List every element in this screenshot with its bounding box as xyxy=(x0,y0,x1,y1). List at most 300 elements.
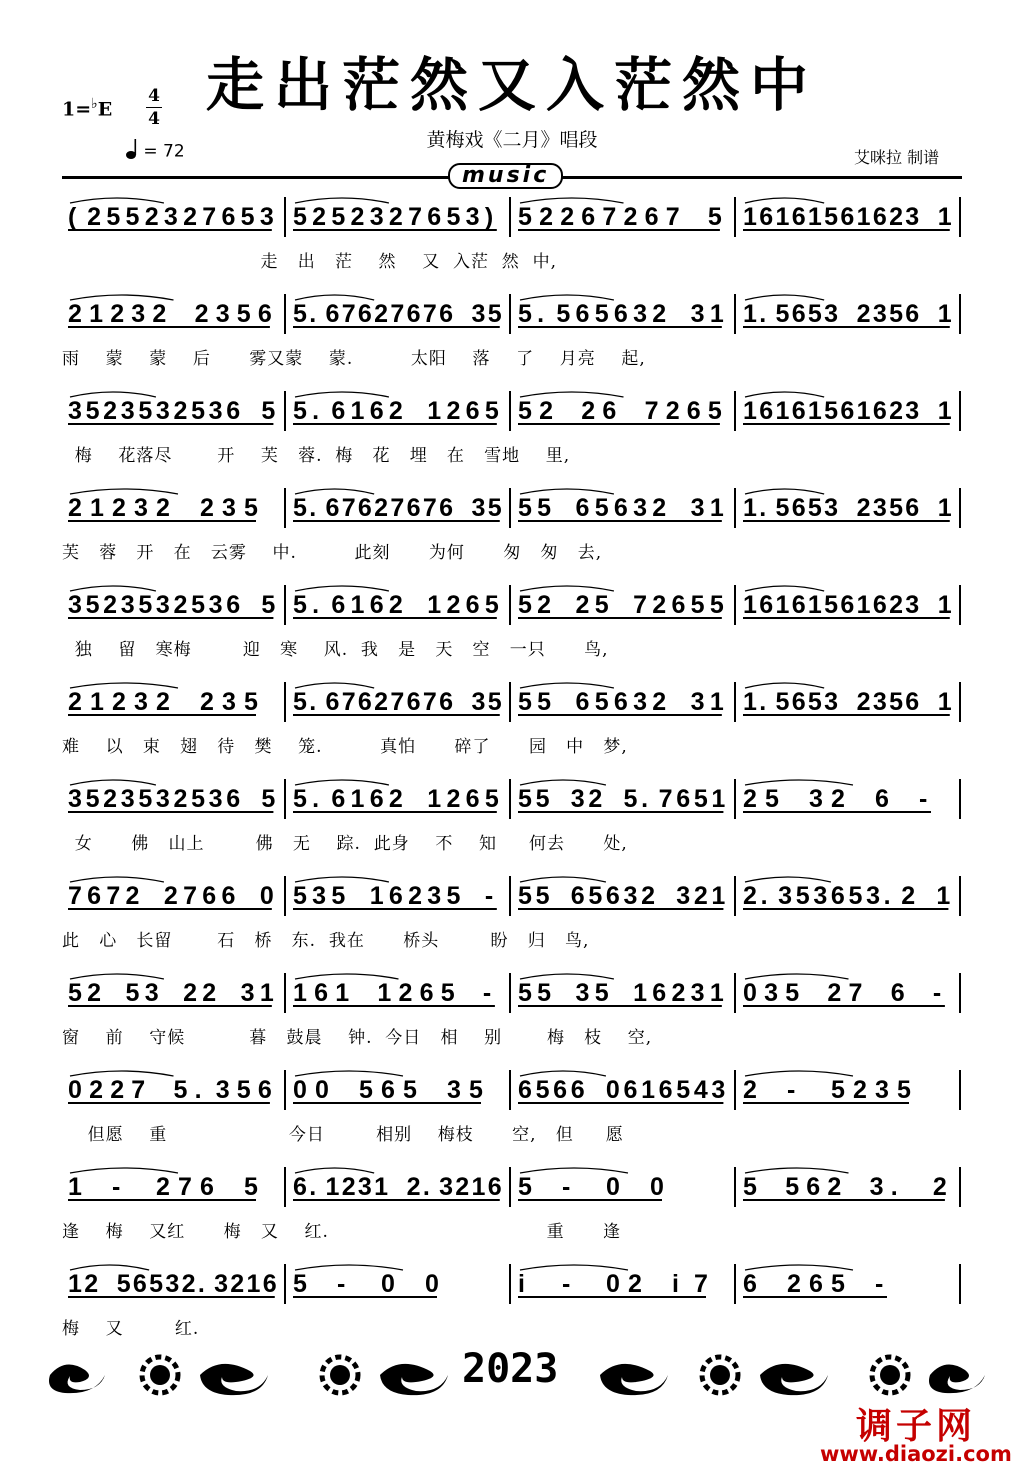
note-glyph: 5 xyxy=(518,785,532,813)
note-glyph: 2 xyxy=(144,203,159,231)
note-glyph: 3 xyxy=(471,494,486,522)
note-glyph: 1 xyxy=(641,1076,655,1104)
note-glyph: 2 xyxy=(152,300,167,328)
note-glyph: 5 xyxy=(537,979,552,1007)
note-glyph: . xyxy=(759,300,767,328)
note-glyph: 6 xyxy=(759,397,774,425)
note-glyph: 5 xyxy=(403,1076,417,1104)
note-glyph: 5 xyxy=(889,300,903,328)
note-glyph: 1 xyxy=(350,397,365,425)
note-glyph: 6 xyxy=(575,688,590,716)
note-glyph: 1 xyxy=(90,688,104,716)
note-glyph: 3 xyxy=(68,397,82,425)
note-glyph: 1 xyxy=(68,1270,82,1298)
note-glyph: 1 xyxy=(427,785,442,813)
note-glyph: 6 xyxy=(613,494,628,522)
note-glyph: 3 xyxy=(155,591,170,619)
note-glyph: 7 xyxy=(178,1173,192,1201)
note-glyph: i xyxy=(518,1270,525,1298)
note-glyph: 5 xyxy=(173,1076,188,1104)
note-glyph: 5 xyxy=(693,785,708,813)
note-glyph: 1 xyxy=(350,591,365,619)
note-glyph: 2 xyxy=(230,1270,245,1298)
note-glyph: . xyxy=(309,494,317,522)
note-glyph: 6 xyxy=(875,785,889,813)
note-glyph: 6 xyxy=(465,397,480,425)
note-glyph: 6 xyxy=(465,591,480,619)
watermark-site-name: 调子网 xyxy=(856,1406,977,1447)
note-glyph: 5 xyxy=(261,591,276,619)
note-glyph: 6 xyxy=(840,397,855,425)
note-glyph: 3 xyxy=(240,979,255,1007)
note-glyph: 1 xyxy=(743,494,757,522)
note-glyph: 2 xyxy=(183,203,197,231)
note-glyph: 3 xyxy=(369,203,384,231)
note-glyph: 5 xyxy=(535,785,550,813)
note-glyph: 6 xyxy=(809,1270,823,1298)
note-glyph: 3 xyxy=(872,688,887,716)
note-glyph: 6 xyxy=(357,688,372,716)
note-glyph: 2 xyxy=(537,591,552,619)
note-glyph: 0 xyxy=(259,882,274,910)
note-glyph: 6 xyxy=(570,882,585,910)
note-glyph: 2 xyxy=(827,979,842,1007)
note-glyph: 6 xyxy=(791,688,806,716)
note-glyph: 1 xyxy=(743,397,757,425)
note-glyph: 6 xyxy=(575,300,590,328)
note-glyph: 6 xyxy=(87,882,102,910)
note-glyph: 5 xyxy=(831,1270,845,1298)
lyric-line: 梅 花落尽 开 芙 蓉. 梅 花 埋 在 雪地 里, xyxy=(62,446,571,466)
lyric-line: 女 佛 山上 佛 无 踪. 此身 不 知 何去 处, xyxy=(62,834,628,854)
note-glyph: 5 xyxy=(518,397,532,425)
note-glyph: 1 xyxy=(427,591,442,619)
note-glyph: 6 xyxy=(791,591,806,619)
note-glyph: 3 xyxy=(208,397,223,425)
key-label: 1= xyxy=(62,98,92,121)
note-glyph: 2 xyxy=(408,882,422,910)
note-glyph: 7 xyxy=(694,1270,708,1298)
note-glyph: 3 xyxy=(163,203,178,231)
note-glyph: 5 xyxy=(707,203,722,231)
note-glyph: 2 xyxy=(173,785,188,813)
note-glyph: 6 xyxy=(759,591,774,619)
note-glyph: 2 xyxy=(156,494,170,522)
note-glyph: 3 xyxy=(215,300,230,328)
note-glyph: 6 xyxy=(743,1270,757,1298)
tempo-value: = 72 xyxy=(143,141,185,162)
note-glyph: 2 xyxy=(901,882,916,910)
watermark-url: www.diaozi.com xyxy=(820,1442,1012,1466)
note-glyph: 1 xyxy=(709,494,724,522)
note-glyph: 5 xyxy=(518,494,532,522)
note-glyph: 3 xyxy=(866,882,880,910)
note-glyph: 5 xyxy=(785,1173,800,1201)
note-glyph: 5 xyxy=(594,688,609,716)
note-glyph: 5 xyxy=(518,882,532,910)
note-glyph: 3 xyxy=(222,494,236,522)
note-glyph: 3 xyxy=(214,1270,228,1298)
note-glyph: 1 xyxy=(89,300,104,328)
note-glyph: 1 xyxy=(807,591,822,619)
note-glyph: 7 xyxy=(341,300,356,328)
note-glyph: 5 xyxy=(469,1076,483,1104)
note-glyph: 5 xyxy=(831,1076,845,1104)
note-glyph: 6 xyxy=(791,203,806,231)
note-glyph: 2 xyxy=(398,979,413,1007)
note-glyph: 2 xyxy=(103,785,118,813)
note-glyph: - xyxy=(919,785,928,813)
note-glyph: 0 xyxy=(605,1076,620,1104)
note-glyph: 5 xyxy=(331,203,346,231)
note-glyph: . xyxy=(309,688,317,716)
note-glyph: 2 xyxy=(539,397,554,425)
note-glyph: 7 xyxy=(183,882,197,910)
note-glyph: 3 xyxy=(165,1270,180,1298)
note-glyph: 5 xyxy=(707,397,722,425)
note-glyph: 3 xyxy=(134,494,148,522)
note-glyph: 1 xyxy=(937,300,952,328)
note-glyph: 1 xyxy=(90,494,104,522)
note-glyph: 5 xyxy=(293,397,307,425)
note-glyph: 6 xyxy=(257,1076,272,1104)
note-glyph: 6 xyxy=(830,882,845,910)
note-glyph: 7 xyxy=(644,397,659,425)
note-glyph: 2 xyxy=(446,591,461,619)
note-glyph: 6 xyxy=(357,494,372,522)
note-glyph: 5 xyxy=(484,397,499,425)
note-glyph: 2 xyxy=(112,688,126,716)
note-glyph: 5 xyxy=(807,688,822,716)
note-glyph: 3 xyxy=(427,882,442,910)
note-glyph: 1 xyxy=(856,203,871,231)
note-glyph: 5 xyxy=(293,1270,307,1298)
note-glyph: 2 xyxy=(560,203,575,231)
note-glyph: 2 xyxy=(889,397,903,425)
note-glyph: 6 xyxy=(602,397,617,425)
note-glyph: 6 xyxy=(658,1076,673,1104)
note-glyph: 5 xyxy=(293,688,307,716)
note-glyph: 6 xyxy=(439,300,453,328)
note-glyph: 6 xyxy=(406,688,421,716)
note-glyph: 2 xyxy=(125,882,140,910)
note-glyph: 5 xyxy=(359,1076,373,1104)
note-glyph: 2 xyxy=(87,203,102,231)
note-glyph: 6 xyxy=(686,397,701,425)
note-glyph: 1 xyxy=(743,688,757,716)
note-glyph: 6 xyxy=(759,203,774,231)
notation-row xyxy=(0,583,1024,623)
notation-row xyxy=(0,195,1024,235)
note-glyph: 1 xyxy=(350,785,365,813)
note-glyph: - xyxy=(337,1270,346,1298)
note-glyph: 6 xyxy=(226,397,241,425)
note-glyph: 7 xyxy=(408,203,422,231)
note-glyph: 6 xyxy=(671,591,686,619)
note-glyph: 3 xyxy=(120,397,135,425)
note-glyph: 6 xyxy=(221,882,236,910)
note-glyph: 5 xyxy=(487,300,502,328)
note-glyph: 5 xyxy=(68,979,82,1007)
year-label: 2023 xyxy=(456,1346,564,1392)
note-glyph: 2 xyxy=(110,1076,125,1104)
note-glyph: 2 xyxy=(652,688,667,716)
note-glyph: 6 xyxy=(331,785,346,813)
note-glyph: 2 xyxy=(156,688,170,716)
note-glyph: 3 xyxy=(465,203,480,231)
note-glyph: 2 xyxy=(932,1173,947,1201)
note-glyph: . xyxy=(890,1173,898,1201)
note-glyph: 1 xyxy=(937,397,952,425)
note-glyph: 1 xyxy=(743,203,757,231)
note-glyph: 5 xyxy=(824,397,839,425)
note-glyph: 3 xyxy=(208,591,223,619)
note-glyph: 3 xyxy=(905,591,920,619)
note-glyph: 5 xyxy=(293,591,307,619)
note-glyph: 5 xyxy=(138,591,153,619)
note-glyph: 3 xyxy=(824,688,839,716)
note-glyph: 1 xyxy=(937,203,952,231)
note-glyph: 2 xyxy=(103,591,118,619)
note-glyph: 0 xyxy=(743,979,757,1007)
lyric-line: 梅 又 红. xyxy=(62,1319,200,1339)
note-glyph: 2 xyxy=(388,203,403,231)
note-glyph: - xyxy=(787,1076,796,1104)
note-glyph: 1 xyxy=(427,397,442,425)
note-glyph: 5 xyxy=(85,785,100,813)
note-glyph: 3 xyxy=(778,882,793,910)
note-glyph: 5 xyxy=(765,785,779,813)
note-glyph: 1 xyxy=(325,1173,340,1201)
note-glyph: 2 xyxy=(103,397,118,425)
note-glyph: 6 xyxy=(623,1076,638,1104)
note-glyph: 5 xyxy=(785,979,800,1007)
note-glyph: 2 xyxy=(455,1173,470,1201)
note-glyph: 5 xyxy=(487,688,502,716)
note-glyph: 7 xyxy=(602,203,617,231)
note-glyph: 5 xyxy=(775,688,790,716)
note-glyph: 1 xyxy=(807,203,822,231)
note-glyph: 5 xyxy=(191,785,205,813)
note-glyph: 2 xyxy=(446,397,461,425)
note-glyph: 3 xyxy=(905,397,920,425)
note-glyph: 6 xyxy=(314,979,329,1007)
note-glyph: 2 xyxy=(173,397,188,425)
note-glyph: 2 xyxy=(112,494,126,522)
note-glyph: 2 xyxy=(68,494,82,522)
notation-row xyxy=(0,292,1024,332)
note-glyph: 5 xyxy=(293,300,307,328)
note-glyph: 5 xyxy=(775,300,790,328)
note-glyph: 6 xyxy=(439,688,453,716)
note-glyph: 2 xyxy=(374,300,389,328)
note-glyph: 4 xyxy=(693,1076,708,1104)
note-glyph: 5 xyxy=(690,591,705,619)
note-glyph: 6 xyxy=(890,979,905,1007)
note-glyph: 6 xyxy=(369,591,384,619)
note-glyph: 3 xyxy=(690,300,705,328)
note-glyph: 5 xyxy=(824,591,839,619)
note-glyph: 5 xyxy=(897,1076,911,1104)
note-glyph: 5 xyxy=(518,203,532,231)
note-glyph: - xyxy=(562,1173,571,1201)
note-glyph: 3 xyxy=(809,785,823,813)
note-glyph: . xyxy=(422,1173,430,1201)
note-glyph: 7 xyxy=(390,688,405,716)
note-glyph: 2 xyxy=(743,785,757,813)
note-glyph: 6 xyxy=(676,785,691,813)
note-glyph: 1 xyxy=(807,397,822,425)
note-glyph: 6 xyxy=(644,203,659,231)
note-glyph: 1 xyxy=(937,688,952,716)
note-glyph: 2 xyxy=(388,397,403,425)
lyric-line: 逢 梅 又红 梅 又 红. 重 逢 xyxy=(62,1222,622,1242)
note-glyph: 6 xyxy=(202,882,217,910)
note-glyph: 2 xyxy=(743,882,757,910)
note-glyph: 5 xyxy=(518,591,532,619)
note-glyph: 3 xyxy=(690,494,705,522)
note-glyph: 1 xyxy=(775,203,790,231)
note-glyph: - xyxy=(562,1270,571,1298)
note-glyph: 1 xyxy=(259,979,274,1007)
note-glyph: 7 xyxy=(422,688,437,716)
note-glyph: 2 xyxy=(652,494,667,522)
note-glyph: 5 xyxy=(518,979,532,1007)
note-glyph: 6 xyxy=(381,1076,395,1104)
note-glyph: 5 xyxy=(240,203,255,231)
note-glyph: 2 xyxy=(202,979,217,1007)
note-glyph: 2 xyxy=(853,1076,867,1104)
note-glyph: 6 xyxy=(226,591,241,619)
note-glyph: 6 xyxy=(226,785,241,813)
note-glyph: 3 xyxy=(633,494,647,522)
note-glyph: 2 xyxy=(374,688,389,716)
note-glyph: 1 xyxy=(377,979,392,1007)
lyric-line: 窗 前 守候 暮 鼓晨 钟. 今日 相 别 梅 枝 空, xyxy=(62,1028,653,1048)
note-glyph: 1 xyxy=(709,300,724,328)
note-glyph: 3 xyxy=(120,785,135,813)
note-glyph: 3 xyxy=(155,785,170,813)
note-glyph: 3 xyxy=(68,785,82,813)
note-glyph: 6 xyxy=(406,300,421,328)
note-glyph: 3 xyxy=(676,882,691,910)
note-glyph: - xyxy=(932,979,942,1007)
note-glyph: . xyxy=(641,785,649,813)
note-glyph: 5 xyxy=(138,397,153,425)
note-glyph: 5 xyxy=(676,1076,691,1104)
note-glyph: 5 xyxy=(743,1173,757,1201)
note-glyph: 2 xyxy=(200,688,214,716)
flat-sign: ♭ xyxy=(91,96,98,112)
notation-row xyxy=(0,1165,1024,1205)
note-glyph: 0 xyxy=(315,1076,329,1104)
note-glyph: 2 xyxy=(374,494,389,522)
note-glyph: . xyxy=(197,1270,205,1298)
note-glyph: 6 xyxy=(357,300,372,328)
note-glyph: 6 xyxy=(605,882,620,910)
note-glyph: 5 xyxy=(261,397,276,425)
note-glyph: 2 xyxy=(693,882,708,910)
note-glyph: 5 xyxy=(824,203,839,231)
note-glyph: 2 xyxy=(110,300,125,328)
note-glyph: 1 xyxy=(709,979,724,1007)
note-glyph: 5 xyxy=(594,591,609,619)
note-glyph: 6 xyxy=(293,1173,307,1201)
note-glyph: 5 xyxy=(125,979,140,1007)
notation-row xyxy=(0,874,1024,914)
note-glyph: 5 xyxy=(518,1173,532,1201)
lyric-line: 雨 蒙 蒙 后 雾又蒙 蒙. 太阳 落 了 月亮 起, xyxy=(62,349,646,369)
note-glyph: 7 xyxy=(341,688,356,716)
note-glyph: 5 xyxy=(446,203,461,231)
note-glyph: 5 xyxy=(293,203,307,231)
note-glyph: 6 xyxy=(872,397,887,425)
note-glyph: 0 xyxy=(68,1076,82,1104)
note-glyph: 7 xyxy=(390,300,405,328)
note-glyph: 6 xyxy=(369,397,384,425)
note-glyph: 6 xyxy=(262,1270,277,1298)
note-glyph: 5 xyxy=(807,300,822,328)
note-glyph: 2 xyxy=(312,203,327,231)
note-glyph: 6 xyxy=(369,785,384,813)
note-glyph: 6 xyxy=(132,1270,147,1298)
note-glyph: 6 xyxy=(331,397,346,425)
note-glyph: 0 xyxy=(606,1173,620,1201)
note-glyph: 3 xyxy=(690,979,705,1007)
note-glyph: . xyxy=(537,300,545,328)
key-signature xyxy=(62,96,112,120)
note-glyph: ) xyxy=(484,203,494,231)
note-glyph: 6 xyxy=(872,591,887,619)
note-glyph: 2 xyxy=(68,300,82,328)
note-glyph: 3 xyxy=(471,300,486,328)
note-glyph: 1 xyxy=(293,979,307,1007)
note-glyph: 2 xyxy=(200,494,214,522)
note-glyph: 6 xyxy=(791,397,806,425)
note-glyph: 1 xyxy=(856,397,871,425)
note-glyph: 2 xyxy=(84,1270,99,1298)
note-glyph: 5 xyxy=(138,785,153,813)
note-glyph: 1 xyxy=(369,882,384,910)
note-glyph: . xyxy=(309,300,317,328)
note-glyph: 5 xyxy=(261,785,276,813)
note-glyph: 5 xyxy=(537,494,552,522)
note-glyph: 1 xyxy=(743,591,757,619)
note-glyph: 6 xyxy=(905,300,920,328)
note-glyph: 3 xyxy=(872,300,887,328)
note-glyph: 7 xyxy=(633,591,647,619)
note-glyph: 6 xyxy=(613,300,628,328)
lyric-line: 独 留 寒梅 迎 寒 风. 我 是 天 空 一只 鸟, xyxy=(62,640,609,660)
note-glyph: 3 xyxy=(222,688,236,716)
note-glyph: 3 xyxy=(905,203,920,231)
key-letter: E xyxy=(97,98,113,121)
note-glyph: 3 xyxy=(633,300,647,328)
note-glyph: 2 xyxy=(665,397,680,425)
note-glyph: 6 xyxy=(465,785,480,813)
note-glyph: 0 xyxy=(650,1173,664,1201)
note-glyph: 2 xyxy=(341,1173,356,1201)
note-glyph: 7 xyxy=(202,203,217,231)
note-glyph: 0 xyxy=(381,1270,395,1298)
note-glyph: 5 xyxy=(236,300,251,328)
lyric-line: 但愿 重 今日 相别 梅枝 空, 但 愿 xyxy=(62,1125,624,1145)
notation-row xyxy=(0,1262,1024,1302)
note-glyph: 5 xyxy=(191,397,205,425)
note-glyph: 2 xyxy=(446,785,461,813)
note-glyph: 0 xyxy=(425,1270,439,1298)
note-glyph: 2 xyxy=(743,1076,757,1104)
